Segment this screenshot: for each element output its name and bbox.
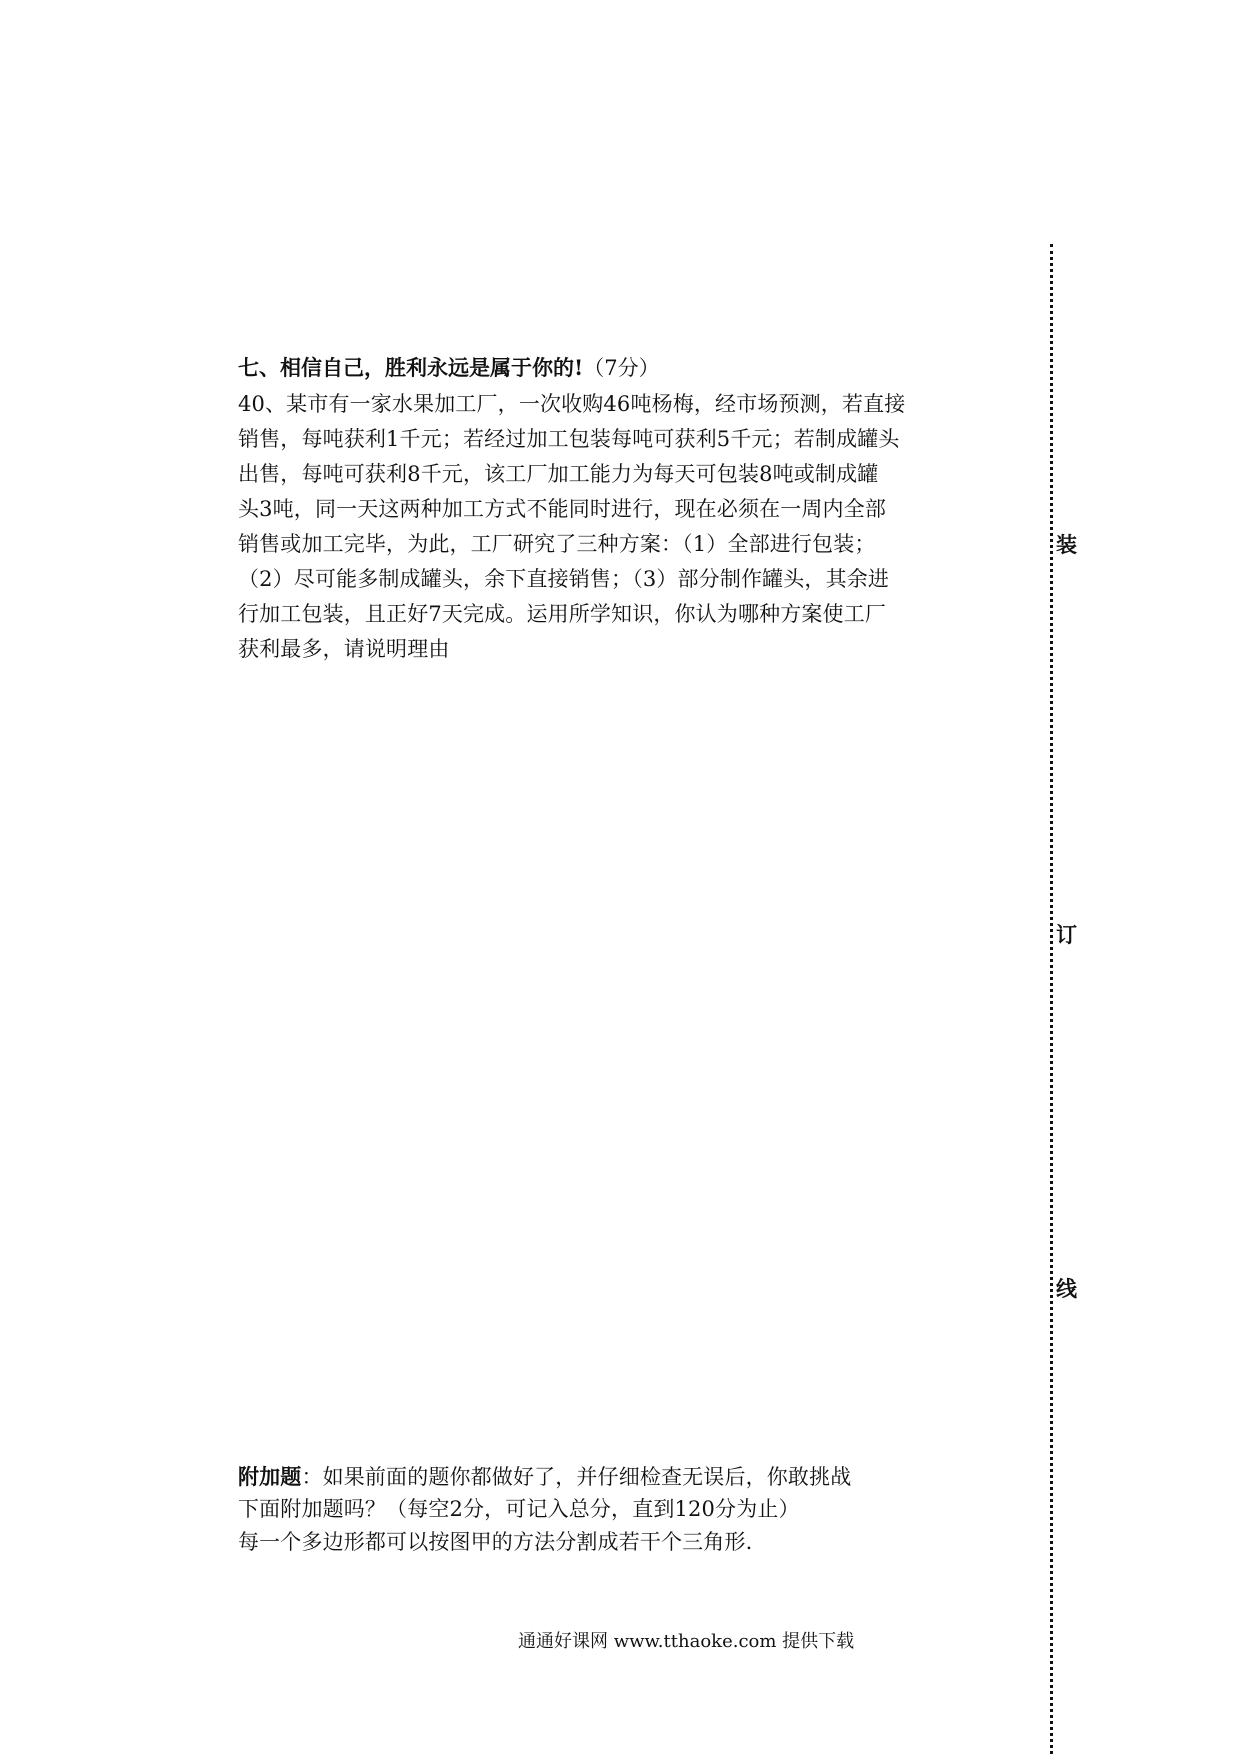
binding-char-xian: 线: [1056, 1276, 1077, 1301]
problem-line-2: 销售，每吨获利1千元；若经过加工包装每吨可获利5千元；若制成罐头: [238, 427, 900, 451]
problem-line-8: 获利最多，请说明理由: [238, 637, 450, 661]
footer-download-note: 通通好课网 www.tthaoke.com 提供下载: [518, 1631, 855, 1652]
extra-label: 附加题: [238, 1464, 302, 1489]
problem-line-4: 头3吨，同一天这两种加工方式不能同时进行，现在必须在一周内全部: [238, 497, 887, 521]
binding-char-zhuang: 装: [1056, 532, 1077, 557]
problem-line-7: 行加工包装，且正好7天完成。运用所学知识，你认为哪种方案使工厂: [238, 602, 887, 626]
problem-line-6: （2）尽可能多制成罐头，余下直接销售；（3）部分制作罐头，其余进: [238, 567, 890, 591]
extra-line-1-rest: ：如果前面的题你都做好了，并仔细检查无误后，你敢挑战: [301, 1465, 852, 1489]
problem-line-3: 出售，每吨可获利8千元，该工厂加工能力为每天可包装8吨或制成罐: [238, 462, 879, 486]
binding-char-ding: 订: [1056, 922, 1077, 947]
problem-line-1: 40、某市有一家水果加工厂，一次收购46吨杨梅，经市场预测，若直接: [238, 392, 906, 416]
problem-line-5: 销售或加工完毕，为此，工厂研究了三种方案：（1）全部进行包装；: [238, 532, 876, 556]
section-title-score: （7分）: [583, 356, 660, 380]
section-title-bold: 七、相信自己，胜利永远是属于你的!: [238, 355, 584, 380]
section-title: [238, 355, 660, 381]
extra-line-1: [238, 1464, 851, 1490]
extra-line-3: 每一个多边形都可以按图甲的方法分割成若干个三角形.: [238, 1530, 753, 1554]
binding-dotted-line: [1050, 244, 1053, 1754]
extra-line-2: 下面附加题吗？（每空2分，可记入总分，直到120分为止）: [238, 1497, 800, 1521]
